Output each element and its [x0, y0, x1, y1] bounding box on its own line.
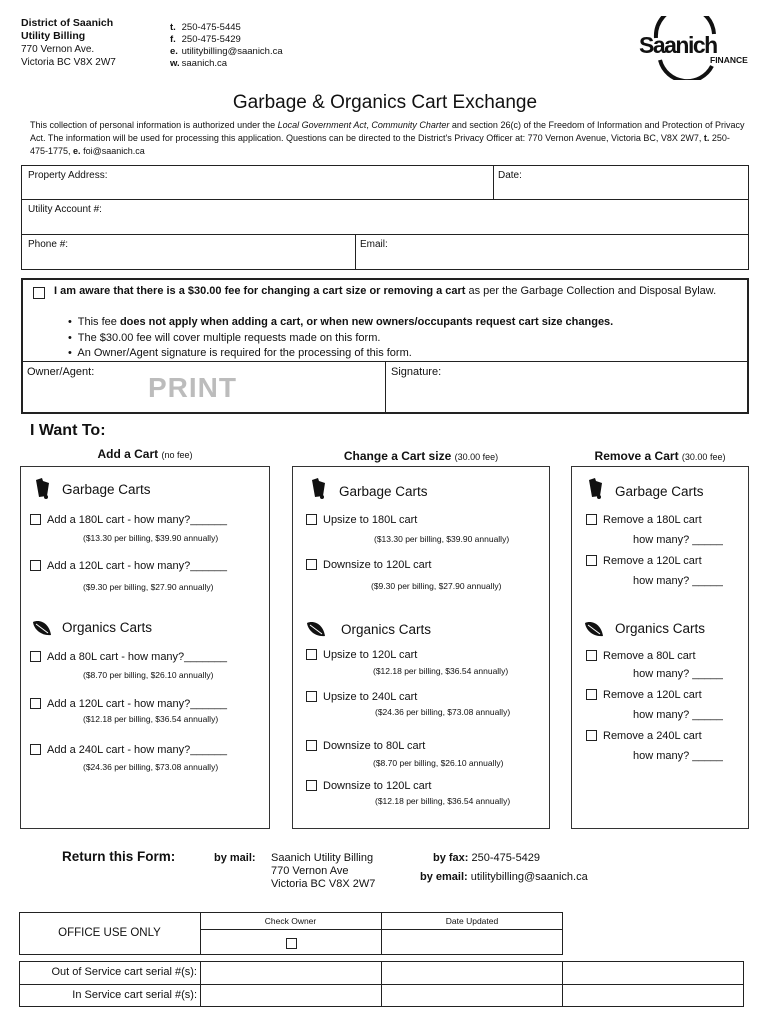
how-many-field[interactable]: how many? _____: [633, 575, 723, 587]
fee-note: • This fee does not apply when adding a cart, or when new owners/occupants request cart size changes.: [68, 316, 614, 328]
form-divider: [21, 199, 749, 200]
email-value: utilitybilling@saanich.ca: [181, 46, 283, 57]
price-note: ($8.70 per billing, $26.10 annually): [83, 670, 214, 680]
add-garbage-120-option[interactable]: Add a 120L cart - how many?______: [30, 560, 227, 572]
add-cart-heading: Add a Cart (no fee): [97, 447, 193, 461]
out-of-service-serial-label: Out of Service cart serial #(s):: [51, 966, 197, 978]
tel-label: t.: [170, 22, 176, 33]
price-note: ($13.30 per billing, $39.90 annually): [83, 533, 219, 543]
office-use-label: OFFICE USE ONLY: [58, 927, 161, 939]
price-note: ($24.36 per billing, $73.08 annually): [375, 707, 511, 717]
i-want-to-heading: I Want To:: [30, 422, 106, 439]
garbage-cart-icon: [588, 477, 604, 504]
add-garbage-180-option[interactable]: Add a 180L cart - how many?______: [30, 514, 227, 526]
fax-value: 250-475-5429: [181, 34, 241, 45]
property-address-field[interactable]: Property Address:: [28, 170, 108, 181]
how-many-field[interactable]: how many? _____: [633, 709, 723, 721]
form-divider: [385, 361, 386, 413]
change-organics-upsize-120-option[interactable]: Upsize to 120L cart: [306, 649, 417, 661]
org-dept: Utility Billing: [21, 30, 86, 42]
add-garbage-section-title: Garbage Carts: [62, 482, 151, 497]
page-title: Garbage & Organics Cart Exchange: [232, 92, 538, 113]
price-note: ($12.18 per billing, $36.54 annually): [83, 714, 219, 724]
price-note: ($9.30 per billing, $27.90 annually): [83, 582, 214, 592]
organics-leaf-icon: [306, 620, 326, 643]
remove-garbage-section-title: Garbage Carts: [615, 484, 704, 499]
by-mail-label: by mail:: [214, 852, 256, 864]
web-value: saanich.ca: [181, 58, 228, 69]
how-many-field[interactable]: how many? _____: [633, 750, 723, 762]
form-divider: [355, 234, 356, 270]
out-of-service-serial-field[interactable]: [201, 962, 743, 983]
price-note: ($12.18 per billing, $36.54 annually): [373, 666, 509, 676]
web-label: w.: [170, 58, 180, 69]
price-note: ($8.70 per billing, $26.10 annually): [373, 758, 504, 768]
add-organics-80-option[interactable]: Add a 80L cart - how many?_______: [30, 651, 227, 663]
check-owner-header: Check Owner: [264, 916, 317, 926]
tel-value: 250-475-5445: [181, 22, 241, 33]
in-service-serial-label: In Service cart serial #(s):: [72, 989, 197, 1001]
price-note: ($12.18 per billing, $36.54 annually): [375, 796, 511, 806]
add-organics-120-option[interactable]: Add a 120L cart - how many?______: [30, 698, 227, 710]
change-garbage-upsize-180-option[interactable]: Upsize to 180L cart: [306, 514, 417, 526]
date-field[interactable]: Date:: [498, 170, 522, 181]
in-service-serial-field[interactable]: [201, 985, 743, 1006]
by-fax: by fax: 250-475-5429: [433, 852, 541, 864]
privacy-notice: This collection of personal information is authorized under the Local Government Act, Community Charter and section 26(c) of the Freedom of Information and Protection of Privacy Act. The information will be used for processing this application. Questions can be directed to the District's Privacy Officer at: 770 Vernon Avenue, Victoria BC, V8X 2W7, t. 250-475-1775, e. foi@saanich.ca: [30, 120, 745, 156]
logo-subtext: FINANCE: [710, 55, 748, 65]
how-many-field[interactable]: how many? _____: [633, 534, 723, 546]
add-organics-240-option[interactable]: Add a 240L cart - how many?______: [30, 744, 227, 756]
organics-leaf-icon: [32, 619, 52, 642]
logo-text: Saanich: [639, 32, 717, 58]
fee-note: • An Owner/Agent signature is required for the processing of this form.: [68, 347, 412, 359]
fee-note: • The $30.00 fee will cover multiple requests made on this form.: [68, 331, 381, 344]
garbage-cart-icon: [35, 477, 51, 504]
remove-garbage-120-option[interactable]: Remove a 120L cart: [586, 555, 702, 567]
change-garbage-downsize-120-option[interactable]: Downsize to 120L cart: [306, 559, 431, 571]
price-note: ($13.30 per billing, $39.90 annually): [374, 534, 510, 544]
form-divider: [493, 165, 494, 199]
fax-label: f.: [170, 34, 176, 45]
change-organics-downsize-120-option[interactable]: Downsize to 120L cart: [306, 780, 431, 792]
email-label: e.: [170, 46, 178, 57]
price-note: ($9.30 per billing, $27.90 annually): [371, 581, 502, 591]
remove-organics-120-option[interactable]: Remove a 120L cart: [586, 689, 702, 701]
mailing-address: Saanich Utility Billing 770 Vernon Ave Victoria BC V8X 2W7: [271, 852, 376, 890]
check-owner-checkbox[interactable]: [286, 936, 297, 954]
print-watermark: PRINT: [148, 372, 237, 403]
owner-agent-field[interactable]: Owner/Agent:: [27, 366, 95, 378]
signature-field[interactable]: Signature:: [391, 366, 442, 378]
org-address-line1: 770 Vernon Ave.: [21, 44, 95, 55]
date-updated-field[interactable]: [382, 930, 562, 954]
remove-organics-240-option[interactable]: Remove a 240L cart: [586, 730, 702, 742]
remove-organics-section-title: Organics Carts: [615, 621, 706, 636]
return-form-heading: Return this Form:: [62, 849, 176, 864]
organics-leaf-icon: [584, 620, 604, 643]
phone-field[interactable]: Phone #:: [28, 239, 69, 250]
org-block: [21, 17, 116, 69]
add-organics-section-title: Organics Carts: [62, 620, 153, 635]
contact-block: [170, 22, 283, 70]
remove-organics-80-option[interactable]: Remove a 80L cart: [586, 650, 696, 662]
saanich-logo: [638, 16, 758, 80]
change-garbage-section-title: Garbage Carts: [339, 484, 428, 499]
remove-cart-heading: Remove a Cart (30.00 fee): [594, 449, 726, 463]
change-organics-downsize-80-option[interactable]: Downsize to 80L cart: [306, 740, 425, 752]
org-address-line2: Victoria BC V8X 2W7: [21, 57, 116, 68]
date-updated-header: Date Updated: [445, 916, 499, 926]
fee-notes-list: [68, 315, 613, 362]
org-name: District of Saanich: [21, 17, 114, 29]
form-divider: [21, 234, 749, 235]
change-organics-section-title: Organics Carts: [341, 622, 432, 637]
price-note: ($24.36 per billing, $73.08 annually): [83, 762, 219, 772]
change-cart-heading: Change a Cart size (30.00 fee): [343, 449, 499, 463]
email-field[interactable]: Email:: [360, 239, 388, 250]
remove-garbage-180-option[interactable]: Remove a 180L cart: [586, 514, 702, 526]
change-organics-upsize-240-option[interactable]: Upsize to 240L cart: [306, 691, 417, 703]
how-many-field[interactable]: how many? _____: [633, 668, 723, 680]
utility-account-field[interactable]: Utility Account #:: [28, 204, 102, 215]
by-email: by email: utilitybilling@saanich.ca: [420, 871, 588, 883]
fee-acknowledgement-text: I am aware that there is a $30.00 fee for changing a cart size or removing a cart as per the Garbage Collection and Disposal Bylaw.: [54, 285, 717, 297]
garbage-cart-icon: [311, 477, 327, 504]
